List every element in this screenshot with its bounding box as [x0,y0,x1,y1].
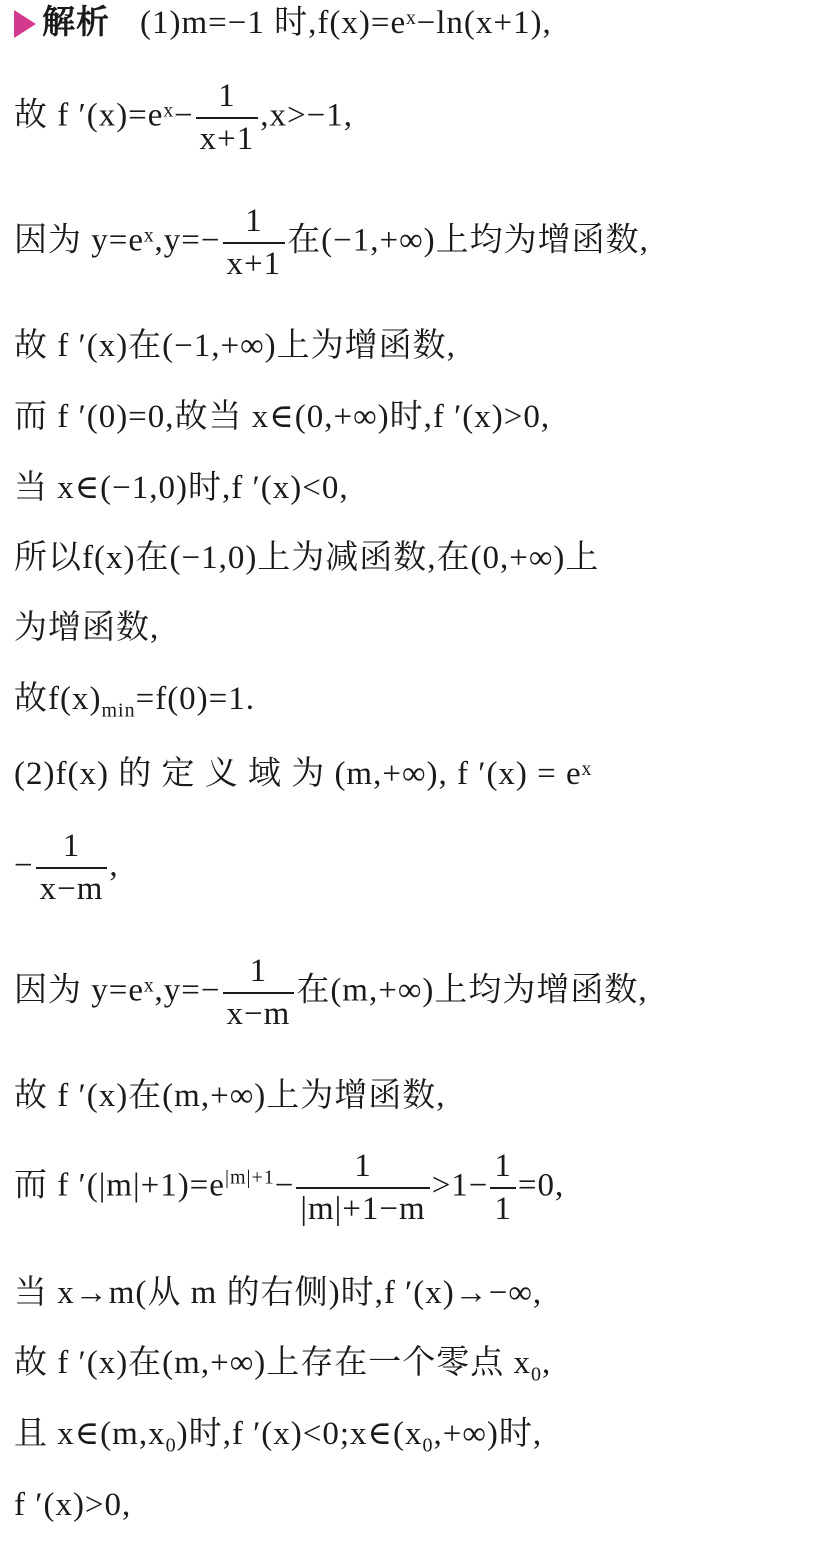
line-6: 当 x∈(−1,0)时,f ′(x)<0, [14,470,349,506]
line-1 [14,2,552,43]
line-2 [14,80,353,156]
line-9 [14,679,255,731]
fraction [223,205,286,281]
line-5: 而 f ′(0)=0,故当 x∈(0,+∞)时,f ′(x)>0, [14,399,551,435]
line-12-pre: 因为 y=eˣ,y=− [14,972,221,1009]
line-17 [14,1414,542,1466]
fraction [36,830,108,906]
fraction-numerator: 1 [245,203,263,239]
fraction [490,1150,516,1226]
fraction-denominator: x−m [36,867,108,906]
fraction-numerator: 1 [218,78,236,114]
line-14-pre: 而 f ′(|m|+1)=e [14,1167,225,1204]
fraction [223,955,295,1031]
line-4: 故 f ′(x)在(−1,+∞)上为增函数, [14,328,456,364]
line-17-pre: 且 x∈(m,x [14,1416,166,1452]
subscript: 0 [422,1434,434,1457]
line-11-pre: − [14,847,34,884]
triangle-marker-icon [14,10,36,38]
min-subscript: min [101,699,136,722]
line-11-post: , [109,847,119,884]
line-14-mid: − [274,1167,295,1204]
subscript: 0 [530,1363,542,1386]
line-16 [14,1343,551,1395]
line-18: f ′(x)>0, [14,1487,132,1523]
line-8: 为增函数, [14,610,160,646]
fraction [196,80,259,156]
fraction-numerator: 1 [494,1148,512,1184]
line-17-mid: )时,f ′(x)<0;x∈(x [176,1416,423,1452]
fraction-denominator: x−m [223,992,295,1031]
line-12-post: 在(m,+∞)上均为增函数, [296,972,648,1009]
line-3-pre: 因为 y=eˣ,y=− [14,222,221,259]
line-14-mid2: >1− [431,1167,489,1204]
line-2-pre: 故 f ′(x)=eˣ− [14,97,194,134]
line-14 [14,1150,564,1226]
line-13: 故 f ′(x)在(m,+∞)上为增函数, [14,1078,446,1114]
fraction-numerator: 1 [354,1148,372,1184]
line-1-text: (1)m=−1 时,f(x)=eˣ−ln(x+1), [140,5,552,41]
fraction-denominator: x+1 [196,117,259,156]
fraction [296,1150,429,1226]
analysis-label: 解析 [42,2,110,41]
fraction-numerator: 1 [249,953,268,989]
line-16-pre: 故 f ′(x)在(m,+∞)上存在一个零点 x [14,1345,531,1381]
line-14-post: =0, [517,1167,565,1204]
fraction-denominator: |m|+1−m [296,1187,429,1226]
line-3 [14,205,649,281]
line-2-post: ,x>−1, [260,97,353,134]
fraction-denominator: 1 [490,1187,516,1226]
line-3-post: 在(−1,+∞)上均为增函数, [287,222,649,259]
subscript: 0 [165,1434,177,1457]
line-15: 当 x→m(从 m 的右侧)时,f ′(x)→−∞, [14,1275,543,1311]
line-11 [14,830,119,906]
line-12 [14,955,648,1031]
line-16-post: , [541,1345,552,1381]
line-17-post: ,+∞)时, [433,1416,543,1452]
exponent: |m|+1 [224,1166,275,1189]
line-10: (2)f(x) 的 定 义 域 为 (m,+∞), f ′(x) = eˣ [14,756,593,792]
fraction-denominator: x+1 [223,242,286,281]
line-7: 所以f(x)在(−1,0)上为减函数,在(0,+∞)上 [14,540,600,576]
fraction-numerator: 1 [62,828,81,864]
line-9-post: =f(0)=1. [135,681,256,717]
line-9-pre: 故f(x) [14,681,102,717]
